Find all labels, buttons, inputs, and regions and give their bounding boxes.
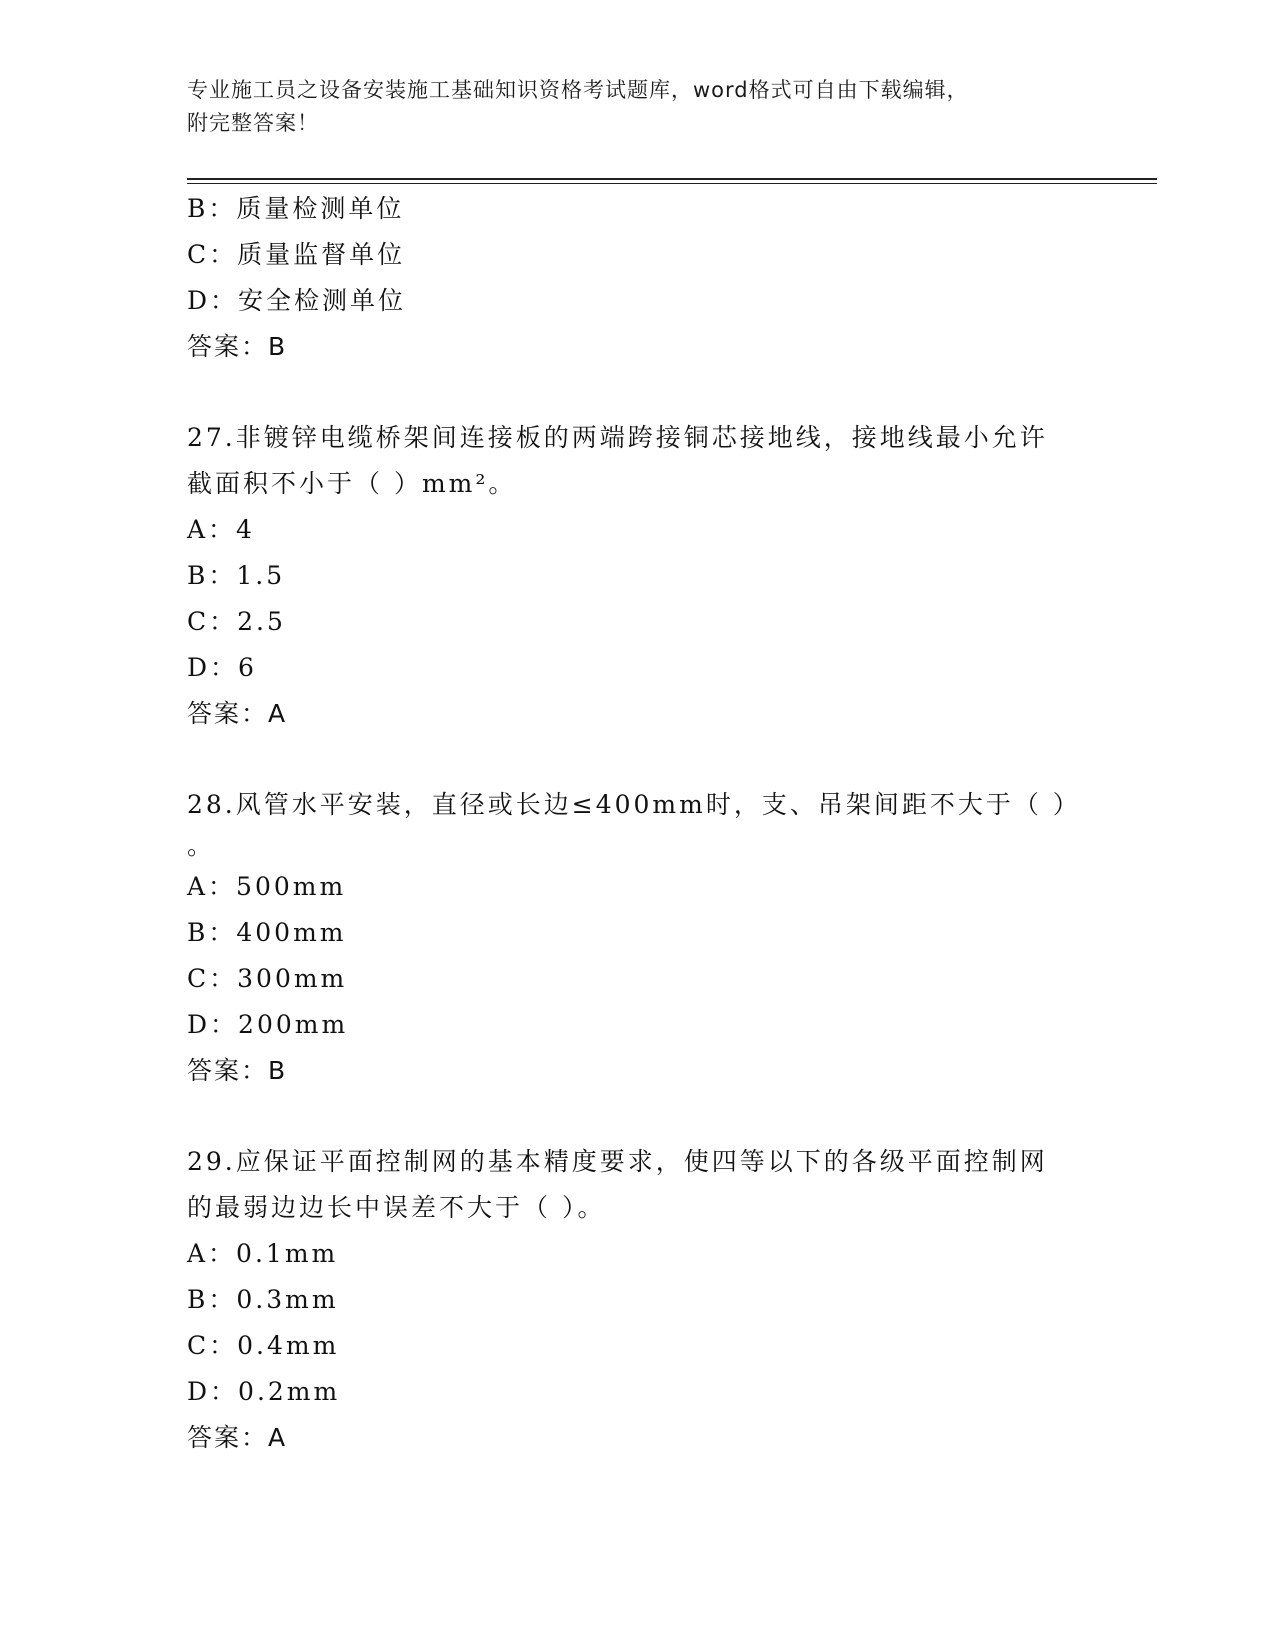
header-line-1: 专业施工员之设备安装施工基础知识资格考试题库，word格式可自由下载编辑， [187, 78, 969, 102]
question-content [187, 186, 1087, 1461]
option-d: D：安全检测单位 [187, 286, 407, 315]
option-c: C：质量监督单位 [187, 240, 406, 269]
answer-line: 答案：B [187, 332, 288, 361]
header-divider-thick [187, 178, 1157, 180]
answer-line: 答案：A [187, 1423, 288, 1452]
question-27 [187, 415, 1087, 737]
question-text [187, 1139, 1067, 1231]
header-line-2: 附完整答案！ [187, 111, 319, 135]
option-b: B：质量检测单位 [187, 194, 405, 223]
answer-line: 答案：B [187, 1056, 288, 1085]
document-header [187, 74, 1067, 140]
option-d: D：200mm [187, 1010, 349, 1039]
option-a: A：4 [187, 515, 255, 544]
option-a: A：500mm [187, 872, 347, 901]
option-c: C：300mm [187, 964, 348, 993]
question-text [187, 782, 1081, 864]
option-b: B：1.5 [187, 561, 286, 590]
answer-line: 答案：A [187, 699, 288, 728]
question-text-line: 29.应保证平面控制网的基本精度要求，使四等以下的各级平面控制网 [187, 1147, 1048, 1176]
question-text-line: 27.非镀锌电缆桥架间连接板的两端跨接铜芯接地线，接地线最小允许 [187, 423, 1048, 452]
option-a: A：0.1mm [187, 1239, 339, 1268]
question-text-line: 。 [187, 831, 216, 860]
question-text-line: 28.风管水平安装，直径或长边≤400mm时，支、吊架间距不大于（ ） [187, 790, 1081, 819]
question-text [187, 415, 1067, 507]
option-d: D：0.2mm [187, 1377, 341, 1406]
question-28 [187, 782, 1087, 1094]
header-divider-thin [187, 183, 1157, 184]
option-c: C：0.4mm [187, 1331, 340, 1360]
question-29 [187, 1139, 1087, 1461]
option-b: B：0.3mm [187, 1285, 339, 1314]
option-b: B：400mm [187, 918, 347, 947]
option-d: D：6 [187, 653, 257, 682]
question-text-line: 截面积不小于（ ）mm²。 [187, 469, 517, 498]
question-fragment [187, 186, 1087, 370]
question-text-line: 的最弱边边长中误差不大于（ ）。 [187, 1193, 606, 1222]
option-c: C：2.5 [187, 607, 286, 636]
